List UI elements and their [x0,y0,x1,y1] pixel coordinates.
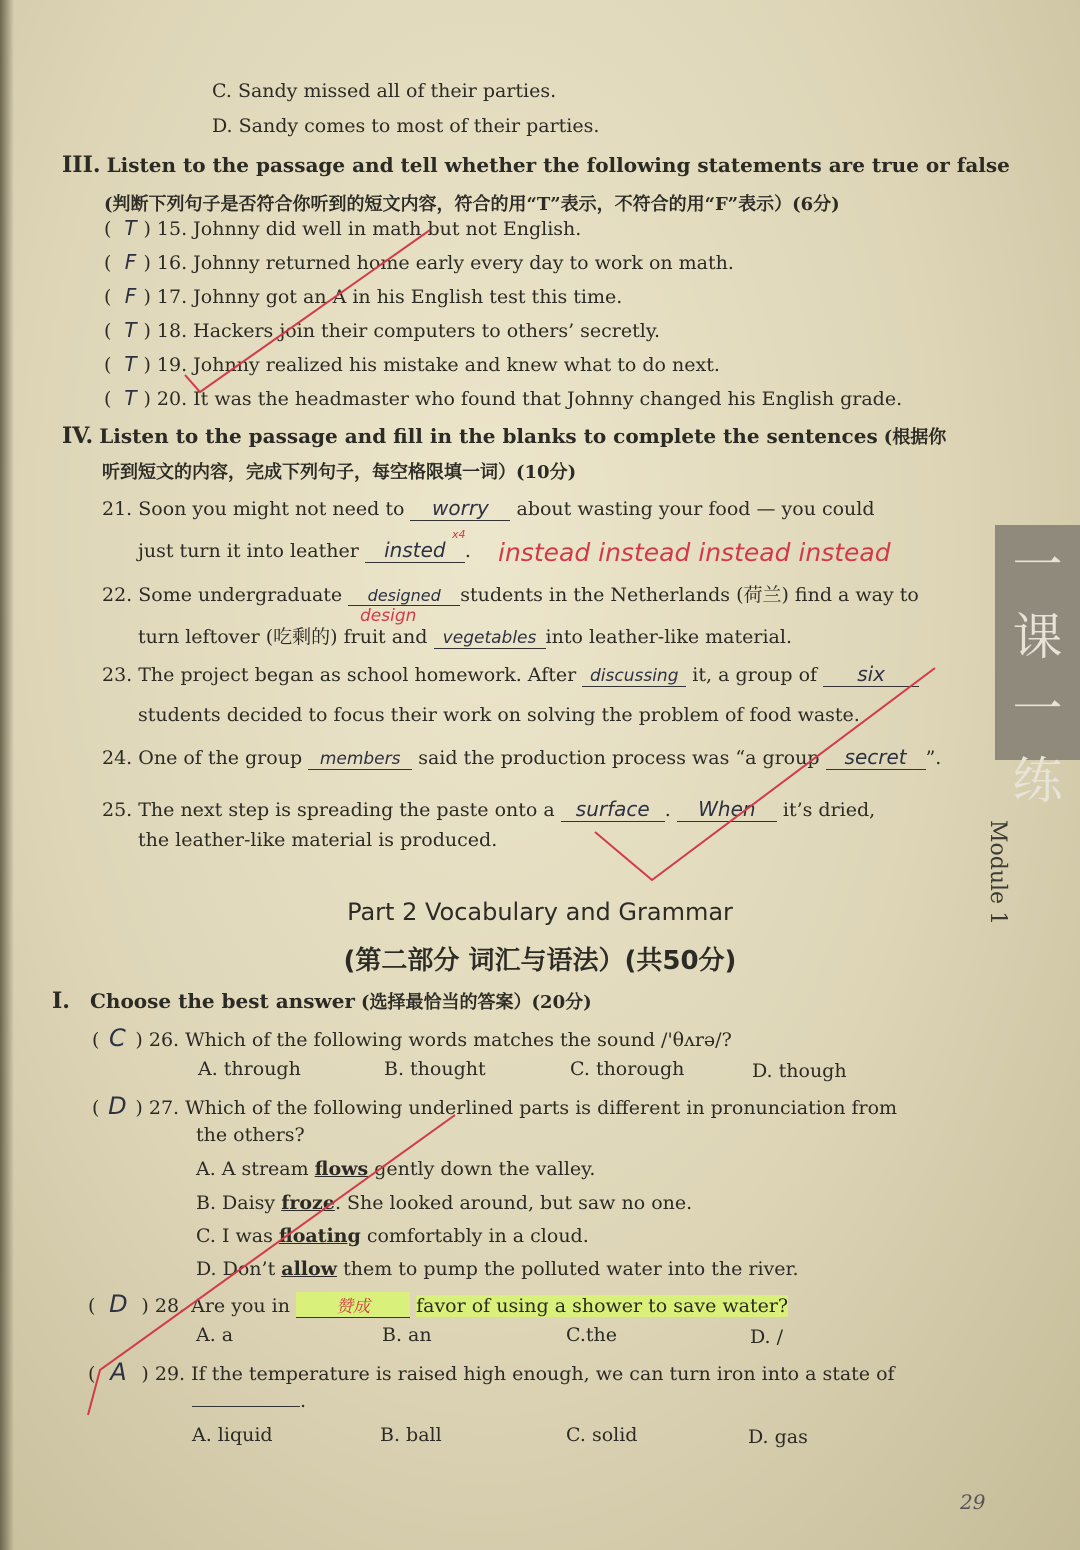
q21-answer-2: insted [365,538,465,563]
q26-stem: ( C ) 26. Which of the following words matches the sound /'θʌrə/? [92,1024,732,1052]
side-tab-char-2: 课 [1012,608,1063,666]
q22-correction: design [360,606,417,626]
q22-text-a: 22. Some undergraduate [102,584,343,606]
q19-answer: T [124,352,137,376]
q25-answer-1: surface [561,797,665,822]
q20-answer: T [124,386,137,410]
prev-option-d: D. Sandy comes to most of their parties. [212,115,600,137]
q27-d-post: them to pump the polluted water into the river. [337,1258,799,1280]
q19-text: ) 19. Johnny realized his mistake and knew what to do next. [143,354,720,376]
q26-option-d: D. though [752,1060,847,1082]
q23-line2: students decided to focus their work on solving the problem of food waste. [138,704,860,726]
q18-text: ) 18. Hackers join their computers to others’ secretly. [143,320,661,342]
q28-answer: D [109,1290,128,1318]
q21-text-b: about wasting your food — you could [516,498,875,520]
q28-option-d: D. / [750,1326,784,1348]
q29-stem-text: ) 29. If the temperature is raised high enough, we can turn iron into a state of [141,1363,895,1385]
q17-text: ) 17. Johnny got an A in his English test this time. [143,286,623,308]
q27-stem: ( D ) 27. Which of the following underlined parts is different in pronunciation from [92,1092,898,1120]
q25-line1: 25. The next step is spreading the paste onto a surface . When it’s dried, [102,797,876,821]
section-3-number: III. [62,152,101,178]
q21-text-a: 21. Soon you might not need to [102,498,405,520]
q27-b-post: . She looked around, but saw no one. [334,1192,693,1214]
q19: ( T ) 19. Johnny realized his mistake and knew what to do next. [104,352,720,376]
part-2-title: Part 2 Vocabulary and Grammar [347,898,733,926]
side-tab-char-1: 一 [1012,536,1063,594]
q25-answer-2: When [677,797,777,822]
q28-stem-pre: ) 28. Are you in [141,1295,290,1317]
q27-stem-2: the others? [196,1124,305,1146]
q26-option-a: A. through [198,1058,301,1080]
q26-option-b: B. thought [384,1058,486,1080]
q27-stem-text: ) 27. Which of the following underlined parts is different in pronunciation from [135,1097,898,1119]
part-2-title-zh: (第二部分 词汇与语法）(共50分) [343,946,737,976]
check-mark-section-4 [595,668,935,880]
q27-a-post: gently down the valley. [368,1158,596,1180]
q24-text-c: ”. [925,747,942,769]
q22-text-d: into leather-like material. [545,626,792,648]
q26-option-c: C. thorough [570,1058,685,1080]
q29-option-b: B. ball [380,1424,442,1446]
q21-correction: instead instead instead instead [498,538,891,567]
section-4-instruction: Listen to the passage and fill in the blanks to complete the sentences [99,424,878,448]
q27-d-underlined: allow [281,1258,338,1280]
q23-answer-2: six [823,662,919,687]
q21-mark: x4 [452,528,466,541]
q24-text-b: said the production process was “a group [418,747,820,769]
q27-a-underlined: flows [314,1158,369,1180]
q24-answer-2: secret [826,745,926,770]
q27-a-pre: A. A stream [196,1158,315,1180]
q28-stem: ( D ) 28. Are you in 赞成 favor of using a shower to save water? [88,1290,789,1318]
q29-option-a: A. liquid [192,1424,273,1446]
q25-text-b: it’s dried, [782,799,876,821]
q25-line2: the leather-like material is produced. [138,829,498,851]
prev-option-c: C. Sandy missed all of their parties. [212,80,557,102]
q26-answer: C [109,1024,126,1052]
section-4-number: IV. [62,423,94,449]
q17-answer: F [124,284,137,308]
module-label: Module 1 [985,820,1010,926]
q28-option-c: C.the [566,1324,618,1346]
q29-blank-line: . [192,1390,306,1412]
q29-option-d: D. gas [748,1426,808,1448]
side-tab-char-3: 一 [1012,680,1063,738]
q27-d-pre: D. Don’t [196,1258,282,1280]
q24-text-a: 24. One of the group [102,747,303,769]
q29-stem: ( A ) 29. If the temperature is raised high enough, we can turn iron into a state of [88,1358,895,1386]
q20: ( T ) 20. It was the headmaster who found that Johnny changed his English grade. [104,386,903,410]
part2-section-1-number: I. [52,988,70,1014]
q22-answer-2: vegetables [434,628,546,649]
q23-text-a: 23. The project began as school homework. After [102,664,577,686]
q16: ( F ) 16. Johnny returned home early every day to work on math. [104,250,734,274]
q28-option-b: B. an [382,1324,432,1346]
q25-text-a: 25. The next step is spreading the paste onto a [102,799,555,821]
check-mark-section-3 [185,230,430,392]
q15-answer: T [124,216,137,240]
q16-text: ) 16. Johnny returned home early every day to work on math. [143,252,734,274]
q27-answer: D [108,1092,127,1120]
page-number: 29 [960,1490,986,1514]
q27-b-underlined: froze [281,1192,335,1214]
q22-text-b: students in the Netherlands (荷兰) find a way to [460,584,919,606]
section-3-instruction: Listen to the passage and tell whether the following statements are true or false [106,153,1010,177]
section-4-instruction-zh2: 听到短文的内容，完成下列句子，每空格限填一词）(10分) [102,462,577,483]
q15-text: ) 15. Johnny did well in math but not English. [143,218,582,240]
q29-option-c: C. solid [566,1424,638,1446]
q20-text: ) 20. It was the headmaster who found that Johnny changed his English grade. [143,388,903,410]
q18-answer: T [124,318,137,342]
q21-line2: just turn it into leather insted . [138,538,471,562]
q22-answer-1: designed [348,586,460,606]
q18: ( T ) 18. Hackers join their computers to others’ secretly. [104,318,661,342]
part2-section-1-instruction-zh: (选择最恰当的答案）(20分) [361,992,592,1013]
q15: ( T ) 15. Johnny did well in math but not English. [104,216,582,240]
q28-option-a: A. a [196,1324,234,1346]
q27-c-underlined: floating [278,1225,361,1247]
q21-answer-1: worry [410,496,510,521]
part2-section-1-instruction: Choose the best answer [90,989,355,1013]
q23-answer-1: discussing [582,666,686,687]
q26-stem-text: ) 26. Which of the following words matches the sound /'θʌrə/? [135,1029,732,1051]
section-4-instruction-zh1: (根据你 [883,427,947,448]
check-mark-part-2 [88,1115,455,1415]
q28-stem-post: favor of using a shower to save water? [416,1295,789,1317]
side-tab-char-4: 练 [1012,752,1063,810]
q23-text-b: it, a group of [692,664,818,686]
q16-answer: F [124,250,137,274]
q27-c-post: comfortably in a cloud. [360,1225,589,1247]
q22-text-c: turn leftover (吃剩的) fruit and [138,626,428,648]
q27-b-pre: B. Daisy [196,1192,282,1214]
section-3-instruction-zh: (判断下列句子是否符合你听到的短文内容，符合的用“T”表示，不符合的用“F”表示）(6分) [104,194,840,215]
q27-c-pre: C. I was [196,1225,279,1247]
q17: ( F ) 17. Johnny got an A in his English test this time. [104,284,623,308]
q24-answer-1: members [308,749,412,770]
q21-text-c: just turn it into leather [138,540,359,562]
q28-note: 赞成 [336,1297,371,1317]
q29-answer: A [110,1358,127,1386]
